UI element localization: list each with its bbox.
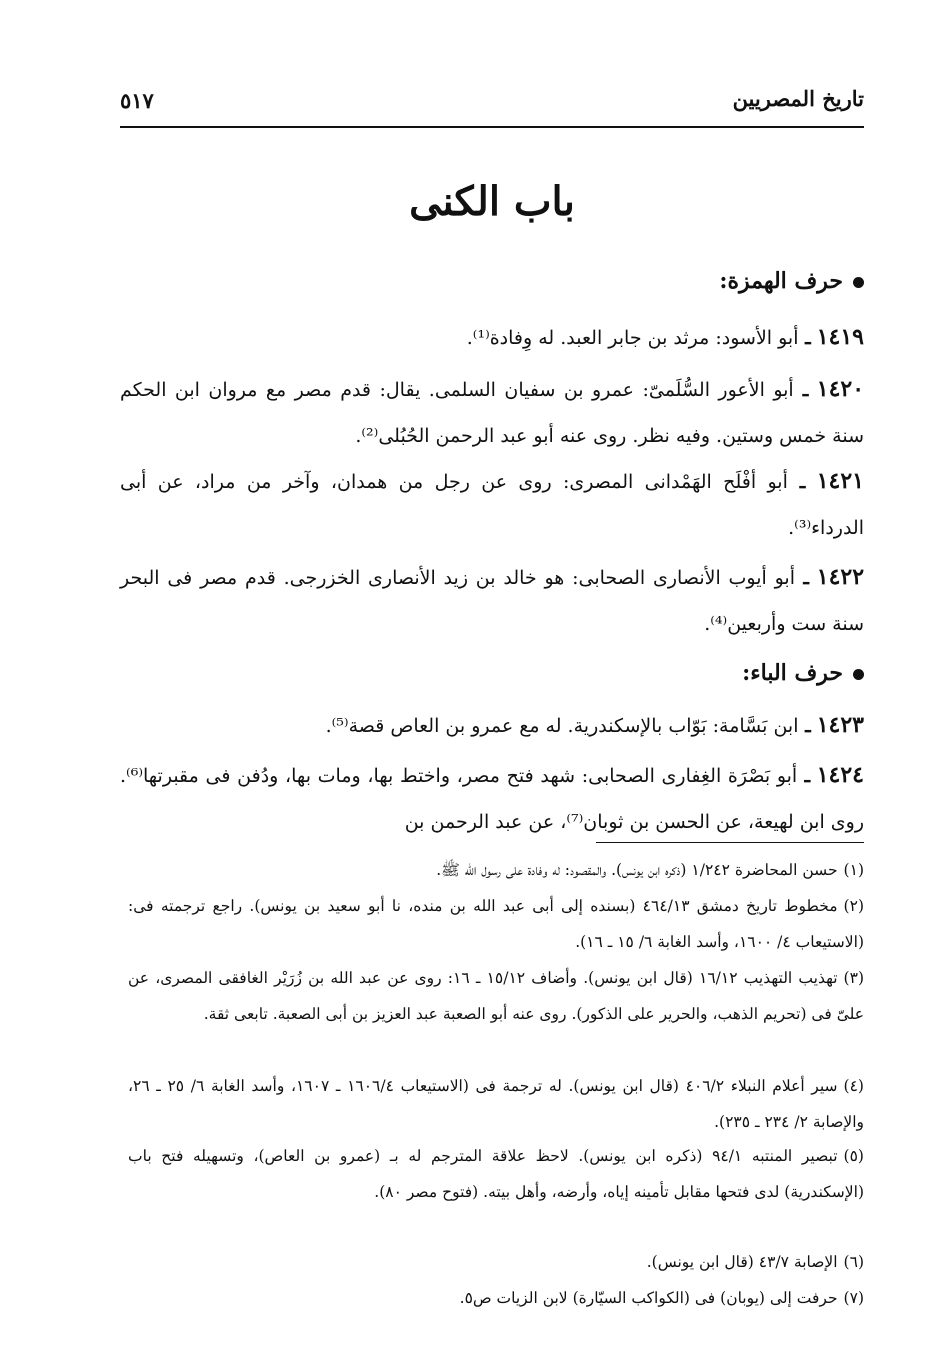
footnote-divider [596,842,864,843]
chapter-title: باب الكنى [409,178,575,225]
footnote-text: سير أعلام النبلاء ٤٠٦/٢ (قال ابن يونس). له ترجمة فى (الاستيعاب ١٦٠٦/٤ ـ ١٦٠٧، وأسد الغابة ٦/ ٢٥ ـ ٢٦، والإصابة ٢/ ٢٣٤ ـ ٢٣٥). [128,1077,864,1131]
footnote [128,1138,864,1210]
entry: ١٤٢٤ ـ أبو بَصْرَة الغِفارى الصحابى: شهد فتح مصر، واختط بها، ومات بها، ودُفن فى مقبرتها⁽⁶⁾. روى ابن لهيعة، عن الحسن بن ثوبان⁽⁷⁾، عن عبد الرحمن بن [120,762,864,833]
entry-number: ١٤٢٤ [816,762,864,788]
section-heading: حرف الهمزة: [719,268,864,294]
footnote-text: تهذيب التهذيب ١٦/١٢ (قال ابن يونس). وأضاف ١٥/١٢ ـ ١٦: روى عن عبد الله بن زُرَيْر الغافقى المصرى، عن علىّ فى (تحريم الذهب، والحرير على الذكور). روى عنه أبو الصعبة عبد العزيز بن أبى الصعبة. تابعى ثقة. [128,969,864,1023]
footnote-text: حسن المحاضرة ١/٢٤٢ (ذكره ابن يونس). والمقصود: له وفادة على رسول الله ﷺ. [436,861,838,879]
footnote-text: مخطوط تاريخ دمشق ٤٦٤/١٣ (بسنده إلى أبى عبد الله بن منده، نا أبو سعيد بن يونس). راجع ترجمته فى: (الاستيعاب ٤/ ١٦٠٠، وأسد الغابة ٦/ ١٥ ـ ١٦). [128,897,864,951]
running-header [120,86,864,122]
footnote [128,852,864,888]
entry-number: ١٤٢١ [816,468,864,494]
footnote [128,1280,864,1316]
entry-number: ١٤٢٢ [816,564,865,590]
footnote [128,888,864,960]
footnote [128,960,864,1032]
header-divider [120,126,864,128]
section-heading: حرف الباء: [742,660,864,686]
header-title: تاريخ المصريين [732,86,864,111]
footnote-label: (٤) [843,1077,864,1095]
entry: ١٤٢٠ ـ أبو الأعور السُّلَمىّ: عمرو بن سفيان السلمى. يقال: قدم مصر مع مروان ابن الحكم سنة خمس وستين. وفيه نظر. روى عنه أبو عبد الرحمن الحُبُلى⁽²⁾. [120,376,865,447]
footnote-label: (٦) [843,1253,864,1271]
footnote-text: الإصابة ٤٣/٧ (قال ابن يونس). [646,1253,838,1271]
entry-text: أبو الأعور السُّلَمىّ: عمرو بن سفيان السلمى. يقال: قدم مصر مع مروان ابن الحكم سنة خمس وستين. وفيه نظر. روى عنه أبو عبد الرحمن الحُبُلى⁽²⁾. [120,379,864,447]
footnote-label: (٧) [843,1289,864,1307]
entry: ١٤٢١ ـ أبو أفْلَح الهَمْدانى المصرى: روى عن رجل من همدان، وآخر من مراد، عن أبى الدرداء⁽³⁾. [120,468,864,539]
footnote-text: حرفت إلى (يوبان) فى (الكواكب السيّارة) لابن الزيات ص٥. [459,1289,838,1307]
bullet-icon [853,277,864,288]
entry: ١٤٢٢ ـ أبو أيوب الأنصارى الصحابى: هو خالد بن زيد الأنصارى الخزرجى. قدم مصر فى البحر سنة ست وأربعين⁽⁴⁾. [120,564,865,635]
bullet-icon [853,669,864,680]
entry-text: أبو أيوب الأنصارى الصحابى: هو خالد بن زيد الأنصارى الخزرجى. قدم مصر فى البحر سنة ست وأربعين⁽⁴⁾. [120,567,864,635]
entry: ١٤٢٣ ـ ابن بَسَّامة: بَوّاب بالإسكندرية. له مع عمرو بن العاص قصة⁽⁵⁾. [325,712,864,738]
footnote-label: (١) [843,861,864,879]
entry-text: أبو أفْلَح الهَمْدانى المصرى: روى عن رجل من همدان، وآخر من مراد، عن أبى الدرداء⁽³⁾. [120,471,864,539]
entry-text: أبو بَصْرَة الغِفارى الصحابى: شهد فتح مصر، واختط بها، ومات بها، ودُفن فى مقبرتها⁽⁶⁾. روى ابن لهيعة، عن الحسن بن ثوبان⁽⁷⁾، عن عبد الرحمن بن [120,765,864,833]
footnote-text: تبصير المنتبه ٩٤/١ (ذكره ابن يونس). لاحظ علاقة المترجم له بـ (عمرو بن العاص)، وتسهيله فتح باب (الإسكندرية) لدى فتحها مقابل تأمينه إياه، وأرضه، وأهل بيته. (فتوح مصر ٨٠). [128,1147,864,1201]
entry-number: ١٤٢٣ [816,712,864,738]
entry-number: ١٤٢٠ [816,376,865,402]
entry-text: أبو الأسود: مرثد بن جابر العبد. له وِفادة⁽¹⁾. [466,327,799,349]
footnote [128,1244,864,1280]
footnote-label: (٥) [843,1147,864,1165]
entry-text: ابن بَسَّامة: بَوّاب بالإسكندرية. له مع عمرو بن العاص قصة⁽⁵⁾. [325,715,799,737]
footnote [128,1068,864,1140]
footnote-label: (٢) [843,897,864,915]
page-number: ٥١٧ [120,88,154,113]
entry: ١٤١٩ ـ أبو الأسود: مرثد بن جابر العبد. له وِفادة⁽¹⁾. [466,324,864,350]
entry-number: ١٤١٩ [816,324,864,350]
footnote-label: (٣) [843,969,864,987]
